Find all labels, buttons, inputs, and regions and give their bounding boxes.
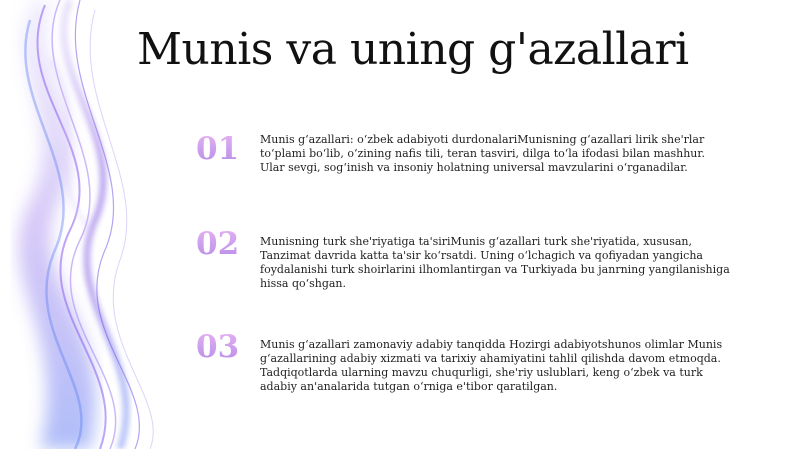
item-text: Munis gʻazallari: oʻzbek adabiyoti durdonalariMunisning gʻazallari lirik she'rlar toʻplami boʻlib, oʻzining nafis tili, teran tasviri, dilga toʻla ifodasi bilan mashhur. Ular sevgi, sogʻinish va insoniy holatning universal mavzularini oʻrganadilar. xyxy=(260,133,705,174)
item-number: 03 xyxy=(196,329,252,365)
item-number: 02 xyxy=(196,226,252,262)
item-text: Munisning turk she'riyatiga ta'siriMunis gʻazallari turk she'riyatida, xususan, Tanzimat davrida katta ta'sir koʻrsatdi. Uning oʻlchagich va qofiyadan yangicha foydalanishi turk shoirlarini ilhomlantirgan va Turkiyada bu janrning yangilanishiga hissa qoʻshgan. xyxy=(260,235,730,290)
item-number: 01 xyxy=(196,131,252,167)
slide-title: Munis va uning g'azallari xyxy=(137,24,689,75)
item-text: Munis gʻazallari zamonaviy adabiy tanqidda Hozirgi adabiyotshunos olimlar Munis gʻazallarining adabiy xizmati va tarixiy ahamiyatini tahlil qilishda davom etmoqda. Tadqiqotlarda ularning mavzu chuqurligi, she'riy uslublari, keng oʻzbek va turk adabiy an'analarida tutgan oʻrniga e'tibor qaratilgan. xyxy=(260,338,723,393)
